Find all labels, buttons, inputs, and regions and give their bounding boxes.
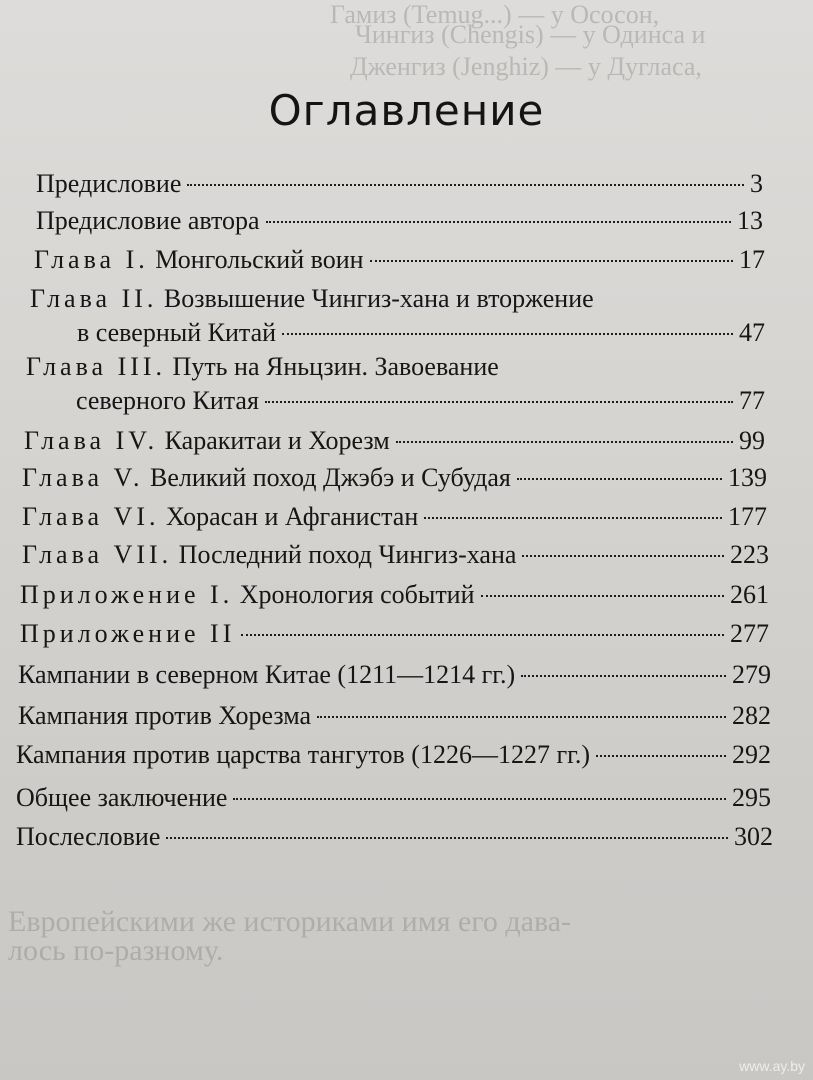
toc-entry-chapter-3 [26, 350, 765, 418]
toc-entry-chapter-6 [22, 500, 767, 534]
toc-entry-label: Глава V. [22, 463, 144, 492]
toc-entry-chapter-4 [24, 424, 765, 458]
toc-entry-title: Каракитаи и Хорезм [164, 426, 390, 455]
toc-entry-title: Путь на Яньцзин. Завоевание [172, 352, 499, 381]
toc-entry-page: 261 [730, 580, 769, 609]
toc-entry-label: Глава II. [30, 284, 158, 313]
toc-entry-author-preface [36, 204, 763, 238]
toc-entry-label: Приложение I. [20, 580, 234, 609]
toc-leader-dots [481, 595, 724, 597]
toc-leader-dots [370, 260, 733, 262]
toc-leader-dots [521, 675, 726, 677]
toc-entry-label: Приложение II [20, 619, 236, 648]
toc-leader-dots [233, 798, 726, 800]
toc-entry-title-cont: северного Китая [76, 386, 259, 415]
bottom-fragment-line-2: лось по-разному. [8, 934, 224, 967]
top-fragment-line-3: Дженгиз (Jenghiz) — у Дугласа, [350, 52, 702, 81]
toc-entry-title: Монгольский воин [155, 245, 364, 274]
toc-entry-label: Глава I. [34, 245, 149, 274]
toc-entry-title: Кампания против царства тангутов (1226—1227 гг.) [16, 740, 590, 769]
toc-entry-label: Глава IV. [24, 426, 159, 455]
toc-leader-dots [517, 478, 722, 480]
toc-leader-dots [241, 634, 724, 636]
toc-leader-dots [166, 837, 728, 839]
toc-entry-title: Хронология событий [239, 580, 475, 609]
toc-entry-page: 292 [732, 740, 771, 769]
toc-entry-campaign-china [18, 658, 771, 692]
toc-entry-chapter-5 [22, 461, 767, 495]
toc-entry-page: 282 [732, 701, 771, 730]
top-fragment-line-1: Гамиз (Temug...) — у Ососон, [330, 0, 660, 29]
toc-entry-title: Послесловие [16, 822, 161, 851]
toc-entry-page: 13 [737, 206, 763, 235]
toc-entry-preface [36, 167, 763, 201]
toc-leader-dots [265, 401, 733, 403]
toc-entry-page: 47 [739, 318, 765, 347]
toc-entry-appendix-1 [20, 578, 769, 612]
toc-entry-page: 99 [739, 426, 765, 455]
toc-entry-campaign-khorezm [18, 699, 771, 733]
toc-entry-label: Глава VII. [22, 540, 173, 569]
bottom-fragment-line-1: Европейскими же историками имя его дава- [8, 905, 572, 938]
toc-entry-appendix-2 [20, 617, 769, 651]
toc-entry-campaign-tanguts [16, 738, 771, 772]
toc-entry-page: 177 [728, 502, 767, 531]
toc-entry-page: 279 [732, 660, 771, 689]
toc-entry-label: Глава III. [26, 352, 167, 381]
toc-entry-chapter-1 [34, 243, 765, 277]
toc-leader-dots [396, 441, 733, 443]
toc-entry-page: 139 [728, 463, 767, 492]
toc-entry-page: 3 [750, 169, 763, 198]
toc-entry-page: 77 [739, 386, 765, 415]
toc-entry-page: 223 [730, 540, 769, 569]
toc-entry-title-cont: в северный Китай [77, 318, 277, 347]
toc-entry-title: Предисловие автора [36, 206, 260, 235]
top-fragment-line-2: Чингиз (Chengis) — у Одинса и [355, 20, 706, 49]
toc-entry-page: 17 [739, 245, 765, 274]
toc-entry-conclusion [16, 781, 771, 815]
toc-entry-title: Возвышение Чингиз-хана и вторжение [163, 284, 594, 313]
toc-entry-title: Последний поход Чингиз-хана [178, 540, 517, 569]
toc-entry-page: 302 [734, 822, 773, 851]
toc-entry-title: Хорасан и Афганистан [166, 502, 419, 531]
page-title: Оглавление [268, 86, 545, 135]
toc-entry-title: Великий поход Джэбэ и Субудая [150, 463, 511, 492]
toc-entry-page: 295 [732, 783, 771, 812]
toc-leader-dots [187, 184, 744, 186]
watermark: www.ay.by [739, 1058, 805, 1074]
toc-entry-title: Общее заключение [16, 783, 228, 812]
toc-leader-dots [266, 221, 731, 223]
toc-entry-chapter-2 [30, 282, 765, 350]
toc-entry-title: Предисловие [36, 169, 182, 198]
toc-leader-dots [282, 333, 733, 335]
toc-entry-label: Глава VI. [22, 502, 160, 531]
toc-entry-page: 277 [730, 619, 769, 648]
toc-entry-afterword [16, 820, 773, 854]
toc-leader-dots [596, 755, 726, 757]
toc-leader-dots [317, 716, 726, 718]
toc-leader-dots [424, 517, 722, 519]
toc-entry-title: Кампании в северном Китае (1211—1214 гг.) [18, 660, 516, 689]
toc-entry-title: Кампания против Хорезма [18, 701, 312, 730]
toc-leader-dots [522, 555, 724, 557]
toc-entry-chapter-7 [22, 538, 769, 572]
